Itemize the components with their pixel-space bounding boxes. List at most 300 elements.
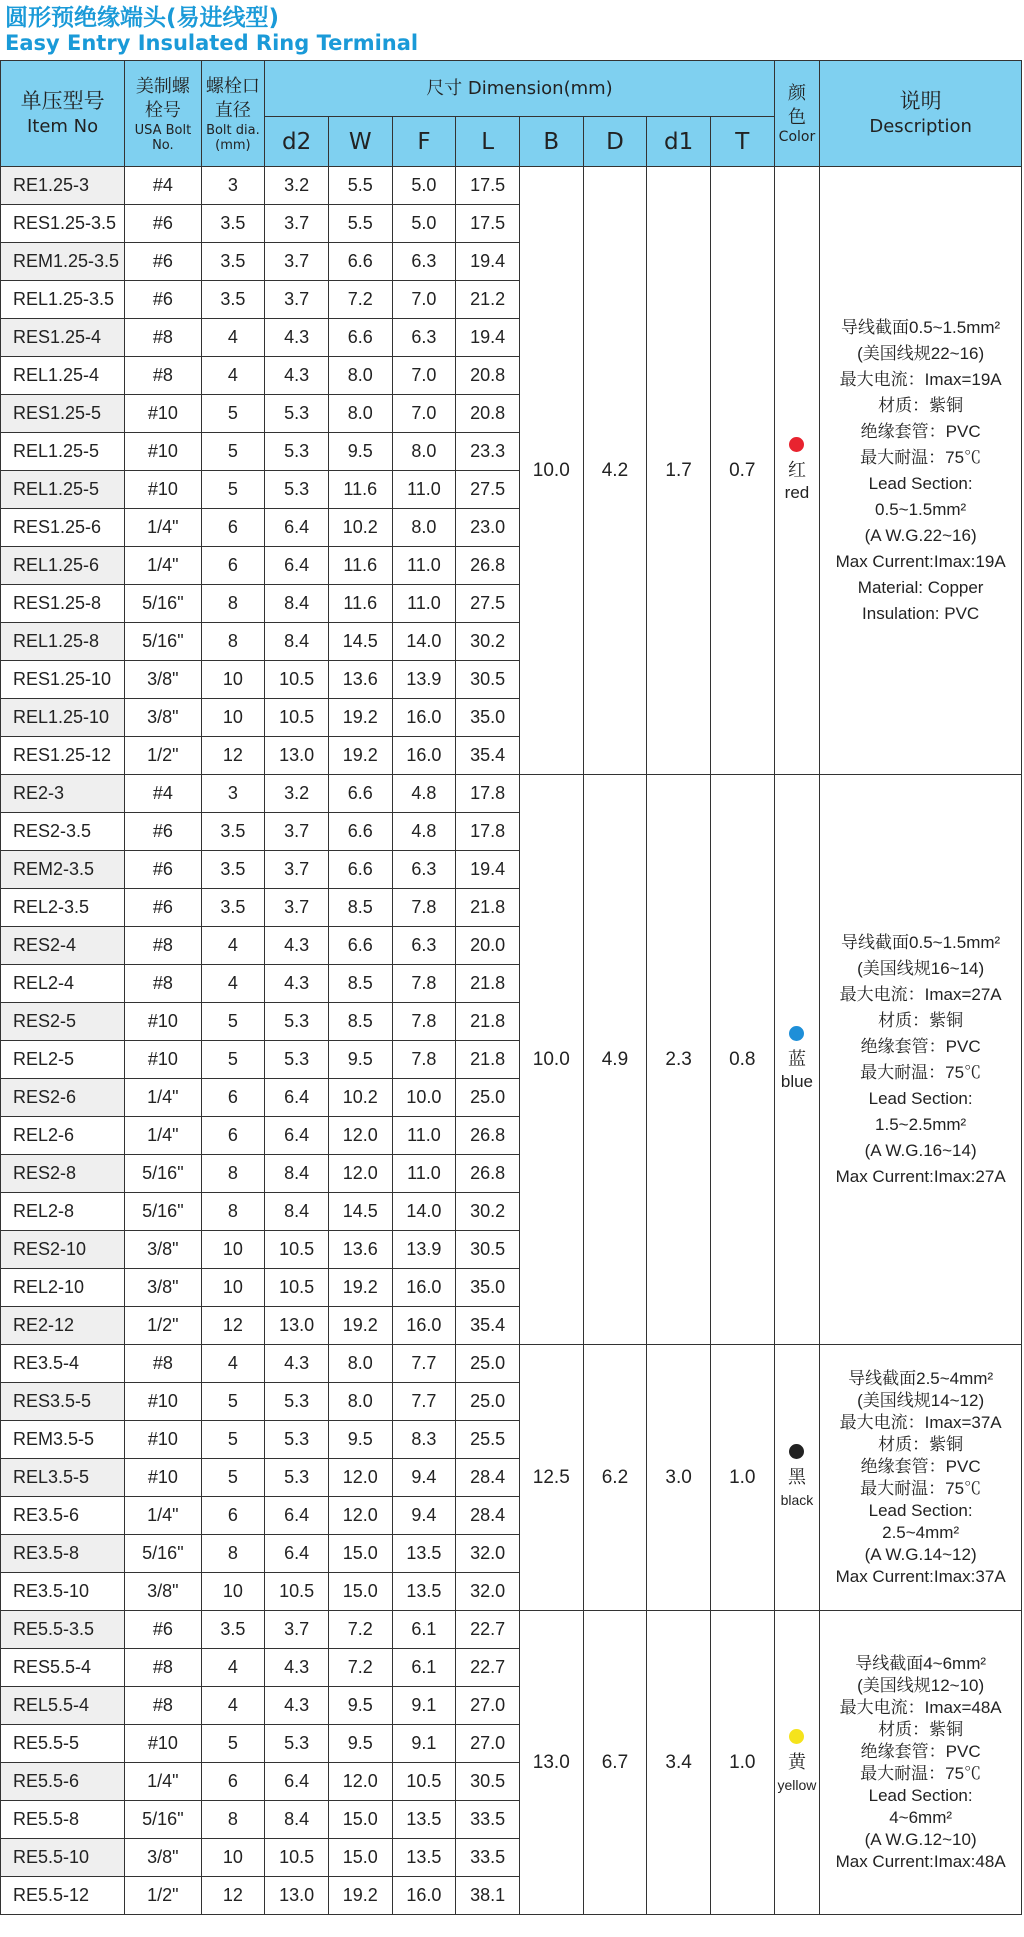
cell-color [774,1345,820,1611]
description-line: Lead Section: [868,1500,973,1520]
cell-d2: 5.3 [265,1041,329,1079]
description-line: 最大电流：Imax=27A [839,984,1002,1004]
cell-l: 22.7 [456,1649,520,1687]
title-block [0,0,1024,60]
cell-usa-bolt-no: 1/2" [125,1877,201,1915]
cell-usa-bolt-no: #10 [125,471,201,509]
cell-bolt-dia: 5 [201,1041,265,1079]
header-dimension: 尺寸 Dimension(mm) [265,61,774,117]
cell-l: 33.5 [456,1801,520,1839]
cell-d2: 6.4 [265,1535,329,1573]
cell-w: 15.0 [328,1839,392,1877]
cell-w: 12.0 [328,1459,392,1497]
cell-usa-bolt-no: 5/16" [125,1155,201,1193]
cell-f: 7.0 [392,281,456,319]
cell-t-merged: 1.0 [710,1611,774,1915]
cell-f: 11.0 [392,471,456,509]
cell-d2: 13.0 [265,737,329,775]
description-line: 材质：紫铜 [878,395,964,415]
cell-f: 7.8 [392,1003,456,1041]
cell-usa-bolt-no: #6 [125,1611,201,1649]
cell-w: 8.0 [328,1345,392,1383]
cell-usa-bolt-no: #8 [125,927,201,965]
cell-l: 32.0 [456,1573,520,1611]
cell-color [774,167,820,775]
cell-w: 13.6 [328,661,392,699]
cell-l: 27.0 [456,1725,520,1763]
description-line: (A W.G.12~10) [864,1829,977,1849]
cell-usa-bolt-no: 1/4" [125,547,201,585]
header-f: F [392,117,456,167]
cell-w: 11.6 [328,547,392,585]
cell-bolt-dia: 4 [201,1345,265,1383]
cell-item-no: RE5.5-10 [1,1839,125,1877]
cell-f: 8.3 [392,1421,456,1459]
cell-t-merged: 0.7 [710,167,774,775]
cell-d2: 4.3 [265,1345,329,1383]
cell-d2: 3.7 [265,205,329,243]
cell-f: 11.0 [392,585,456,623]
cell-item-no: RE5.5-3.5 [1,1611,125,1649]
cell-f: 16.0 [392,1877,456,1915]
cell-d2: 4.3 [265,927,329,965]
cell-usa-bolt-no: #10 [125,395,201,433]
cell-usa-bolt-no: 3/8" [125,1839,201,1877]
cell-d2: 3.7 [265,281,329,319]
cell-bolt-dia: 5 [201,433,265,471]
cell-l: 32.0 [456,1535,520,1573]
cell-l: 35.4 [456,1307,520,1345]
cell-usa-bolt-no: 1/2" [125,737,201,775]
description-line: 2.5~4mm² [882,1522,960,1542]
cell-l: 21.2 [456,281,520,319]
cell-l: 26.8 [456,1117,520,1155]
header-usa-en: USA Bolt No. [134,122,192,153]
cell-w: 7.2 [328,1611,392,1649]
cell-d2: 8.4 [265,1801,329,1839]
description-line: 4~6mm² [889,1807,953,1827]
color-name-en: blue [780,1072,814,1091]
cell-bolt-dia: 4 [201,1687,265,1725]
cell-bolt-dia: 5 [201,471,265,509]
cell-item-no: REL2-10 [1,1269,125,1307]
cell-item-no: RES1.25-4 [1,319,125,357]
cell-w: 19.2 [328,1269,392,1307]
cell-l: 17.8 [456,775,520,813]
header-t: T [710,117,774,167]
cell-description [820,775,1022,1345]
cell-l: 19.4 [456,851,520,889]
cell-f: 6.1 [392,1611,456,1649]
description-line: (美国线规14~12) [857,1390,985,1410]
cell-b-merged: 13.0 [519,1611,583,1915]
cell-l: 17.5 [456,205,520,243]
cell-usa-bolt-no: 3/8" [125,1231,201,1269]
cell-f: 13.9 [392,1231,456,1269]
cell-item-no: RE3.5-6 [1,1497,125,1535]
description-line: 最大电流：Imax=37A [839,1412,1002,1432]
color-dot-icon [789,437,804,452]
header-d2: d2 [265,117,329,167]
cell-d-merged: 4.2 [583,167,647,775]
cell-d-merged: 6.7 [583,1611,647,1915]
color-name-cn: 红 [787,460,806,481]
cell-f: 13.5 [392,1573,456,1611]
cell-bolt-dia: 8 [201,1193,265,1231]
cell-l: 35.0 [456,1269,520,1307]
description-line: 最大耐温：75℃ [860,1763,982,1783]
cell-usa-bolt-no: 5/16" [125,623,201,661]
cell-f: 16.0 [392,1307,456,1345]
cell-d2: 5.3 [265,1421,329,1459]
cell-usa-bolt-no: #10 [125,433,201,471]
cell-w: 8.5 [328,889,392,927]
cell-f: 4.8 [392,813,456,851]
cell-bolt-dia: 6 [201,1497,265,1535]
cell-l: 30.2 [456,623,520,661]
cell-item-no: RE3.5-10 [1,1573,125,1611]
cell-f: 7.7 [392,1383,456,1421]
cell-d2: 6.4 [265,547,329,585]
cell-w: 19.2 [328,1877,392,1915]
cell-l: 20.0 [456,927,520,965]
cell-bolt-dia: 6 [201,547,265,585]
cell-d2: 4.3 [265,1649,329,1687]
description-line: Insulation: PVC [862,603,980,623]
cell-usa-bolt-no: #10 [125,1459,201,1497]
cell-usa-bolt-no: #8 [125,1687,201,1725]
cell-bolt-dia: 4 [201,927,265,965]
cell-item-no: RES5.5-4 [1,1649,125,1687]
cell-item-no: REL2-4 [1,965,125,1003]
cell-item-no: REL2-6 [1,1117,125,1155]
cell-w: 9.5 [328,1041,392,1079]
cell-l: 28.4 [456,1497,520,1535]
cell-bolt-dia: 8 [201,1801,265,1839]
description-line: 绝缘套管：PVC [860,421,981,441]
description-line: 0.5~1.5mm² [875,499,967,519]
cell-d2: 3.7 [265,813,329,851]
cell-w: 12.0 [328,1497,392,1535]
cell-d1-merged: 2.3 [647,775,711,1345]
cell-bolt-dia: 12 [201,737,265,775]
description-line: Max Current:Imax:37A [835,1566,1006,1586]
cell-item-no: RES2-4 [1,927,125,965]
description-line: 材质：紫铜 [878,1719,964,1739]
cell-f: 6.3 [392,319,456,357]
cell-item-no: REL1.25-6 [1,547,125,585]
color-name-en: black [780,1492,814,1508]
cell-d1-merged: 3.4 [647,1611,711,1915]
cell-l: 21.8 [456,965,520,1003]
header-w: W [328,117,392,167]
table-row [1,1611,1022,1649]
cell-usa-bolt-no: 1/4" [125,1117,201,1155]
cell-f: 14.0 [392,623,456,661]
cell-bolt-dia: 3.5 [201,889,265,927]
description-line: 最大耐温：75℃ [860,1062,982,1082]
header-usa-bolt [125,61,201,167]
cell-usa-bolt-no: 1/4" [125,1079,201,1117]
cell-f: 13.5 [392,1535,456,1573]
description-line: Lead Section: [868,473,973,493]
header-d1: d1 [647,117,711,167]
description-line: (美国线规16~14) [857,958,985,978]
spec-table-body [1,167,1022,1915]
cell-item-no: RES1.25-12 [1,737,125,775]
cell-d2: 10.5 [265,1269,329,1307]
cell-d2: 4.3 [265,357,329,395]
cell-f: 14.0 [392,1193,456,1231]
header-desc-en: Description [869,116,972,137]
cell-bolt-dia: 5 [201,1421,265,1459]
cell-w: 15.0 [328,1535,392,1573]
cell-item-no: RES2-3.5 [1,813,125,851]
cell-bolt-dia: 6 [201,509,265,547]
cell-item-no: RE3.5-4 [1,1345,125,1383]
cell-bolt-dia: 12 [201,1877,265,1915]
cell-bolt-dia: 3.5 [201,851,265,889]
cell-f: 5.0 [392,167,456,205]
cell-d2: 8.4 [265,623,329,661]
cell-bolt-dia: 10 [201,1839,265,1877]
cell-bolt-dia: 10 [201,1231,265,1269]
description-line: Max Current:Imax:19A [835,551,1006,571]
description-line: 材质：紫铜 [878,1010,964,1030]
cell-usa-bolt-no: 3/8" [125,699,201,737]
cell-bolt-dia: 5 [201,395,265,433]
cell-item-no: REL3.5-5 [1,1459,125,1497]
header-bolt-en: Bolt dia.(mm) [206,122,260,153]
cell-usa-bolt-no: #10 [125,1003,201,1041]
cell-f: 6.3 [392,927,456,965]
cell-bolt-dia: 4 [201,319,265,357]
cell-f: 10.5 [392,1763,456,1801]
cell-usa-bolt-no: #6 [125,889,201,927]
cell-item-no: REL5.5-4 [1,1687,125,1725]
description-line: 导线截面0.5~1.5mm² [841,317,1001,337]
cell-w: 8.5 [328,1003,392,1041]
cell-d2: 10.5 [265,699,329,737]
cell-item-no: REL1.25-8 [1,623,125,661]
cell-f: 9.4 [392,1459,456,1497]
cell-f: 13.9 [392,661,456,699]
cell-d2: 4.3 [265,319,329,357]
cell-d2: 4.3 [265,1687,329,1725]
cell-l: 17.5 [456,167,520,205]
cell-f: 7.8 [392,889,456,927]
cell-f: 16.0 [392,699,456,737]
cell-usa-bolt-no: #8 [125,357,201,395]
cell-d2: 10.5 [265,1839,329,1877]
cell-w: 9.5 [328,1421,392,1459]
cell-bolt-dia: 4 [201,1649,265,1687]
cell-w: 8.0 [328,395,392,433]
cell-l: 26.8 [456,547,520,585]
cell-f: 13.5 [392,1839,456,1877]
cell-item-no: RE5.5-6 [1,1763,125,1801]
cell-item-no: RES1.25-10 [1,661,125,699]
cell-f: 13.5 [392,1801,456,1839]
cell-w: 15.0 [328,1801,392,1839]
description-line: 导线截面2.5~4mm² [848,1368,994,1388]
cell-l: 21.8 [456,1041,520,1079]
cell-usa-bolt-no: #10 [125,1383,201,1421]
cell-w: 12.0 [328,1763,392,1801]
cell-w: 9.5 [328,1687,392,1725]
cell-w: 11.6 [328,585,392,623]
cell-w: 12.0 [328,1155,392,1193]
cell-l: 17.8 [456,813,520,851]
cell-l: 23.3 [456,433,520,471]
cell-d2: 10.5 [265,1573,329,1611]
cell-usa-bolt-no: 1/4" [125,509,201,547]
cell-d2: 3.7 [265,243,329,281]
cell-bolt-dia: 8 [201,623,265,661]
cell-w: 6.6 [328,851,392,889]
cell-item-no: REM2-3.5 [1,851,125,889]
cell-usa-bolt-no: 5/16" [125,1801,201,1839]
cell-w: 8.0 [328,357,392,395]
cell-bolt-dia: 3.5 [201,281,265,319]
cell-d2: 3.2 [265,775,329,813]
cell-l: 19.4 [456,319,520,357]
cell-item-no: RE2-3 [1,775,125,813]
cell-d2: 6.4 [265,1117,329,1155]
cell-item-no: RES2-5 [1,1003,125,1041]
cell-l: 25.5 [456,1421,520,1459]
cell-l: 21.8 [456,889,520,927]
header-b: B [519,117,583,167]
cell-item-no: RE2-12 [1,1307,125,1345]
cell-f: 10.0 [392,1079,456,1117]
description-line: Material: Copper [857,577,984,597]
cell-item-no: RE5.5-12 [1,1877,125,1915]
cell-w: 15.0 [328,1573,392,1611]
cell-bolt-dia: 3.5 [201,243,265,281]
cell-item-no: REL2-8 [1,1193,125,1231]
cell-item-no: RES2-6 [1,1079,125,1117]
cell-bolt-dia: 8 [201,1155,265,1193]
cell-f: 7.0 [392,395,456,433]
cell-b-merged: 10.0 [519,167,583,775]
cell-w: 7.2 [328,1649,392,1687]
header-d: D [583,117,647,167]
color-name-cn: 黄 [787,1752,806,1773]
cell-usa-bolt-no: #6 [125,851,201,889]
cell-bolt-dia: 8 [201,585,265,623]
cell-item-no: REM1.25-3.5 [1,243,125,281]
description-line: (A W.G.22~16) [864,525,977,545]
page-title-en: Easy Entry Insulated Ring Terminal [5,31,419,55]
cell-usa-bolt-no: 1/4" [125,1763,201,1801]
cell-usa-bolt-no: #6 [125,243,201,281]
cell-f: 9.1 [392,1725,456,1763]
header-bolt-cn: 螺栓口直径 [205,75,260,121]
cell-b-merged: 10.0 [519,775,583,1345]
cell-usa-bolt-no: 3/8" [125,1269,201,1307]
color-dot-icon [789,1444,804,1459]
cell-d2: 6.4 [265,1763,329,1801]
cell-usa-bolt-no: #4 [125,775,201,813]
cell-usa-bolt-no: #6 [125,281,201,319]
cell-w: 11.6 [328,471,392,509]
cell-w: 10.2 [328,1079,392,1117]
cell-f: 11.0 [392,1155,456,1193]
description-line: 最大电流：Imax=19A [839,369,1002,389]
cell-d2: 8.4 [265,585,329,623]
cell-w: 6.6 [328,813,392,851]
cell-w: 6.6 [328,243,392,281]
cell-w: 7.2 [328,281,392,319]
cell-item-no: RES2-8 [1,1155,125,1193]
cell-l: 38.1 [456,1877,520,1915]
cell-item-no: RES1.25-6 [1,509,125,547]
description-line: 绝缘套管：PVC [860,1456,981,1476]
cell-d2: 8.4 [265,1155,329,1193]
header-color-en: Color [778,129,816,145]
cell-usa-bolt-no: 5/16" [125,1193,201,1231]
cell-w: 5.5 [328,205,392,243]
cell-item-no: RES1.25-8 [1,585,125,623]
cell-l: 28.4 [456,1459,520,1497]
cell-item-no: REL1.25-5 [1,471,125,509]
cell-d2: 13.0 [265,1307,329,1345]
cell-d2: 5.3 [265,1725,329,1763]
header-bolt-dia [201,61,265,167]
cell-f: 4.8 [392,775,456,813]
cell-b-merged: 12.5 [519,1345,583,1611]
cell-f: 6.3 [392,243,456,281]
cell-d2: 13.0 [265,1877,329,1915]
cell-color [774,1611,820,1915]
cell-w: 5.5 [328,167,392,205]
table-row [1,167,1022,205]
cell-w: 6.6 [328,927,392,965]
cell-d2: 6.4 [265,1497,329,1535]
cell-usa-bolt-no: #8 [125,319,201,357]
color-dot-icon [789,1026,804,1041]
cell-d2: 4.3 [265,965,329,1003]
description-line: Max Current:Imax:48A [835,1851,1006,1871]
cell-d2: 3.7 [265,889,329,927]
cell-l: 33.5 [456,1839,520,1877]
cell-l: 25.0 [456,1345,520,1383]
cell-d2: 5.3 [265,1459,329,1497]
cell-d2: 8.4 [265,1193,329,1231]
cell-w: 6.6 [328,319,392,357]
cell-w: 14.5 [328,1193,392,1231]
cell-f: 16.0 [392,737,456,775]
cell-item-no: REL1.25-10 [1,699,125,737]
cell-f: 7.0 [392,357,456,395]
cell-d2: 3.2 [265,167,329,205]
description-line: Max Current:Imax:27A [835,1166,1006,1186]
cell-usa-bolt-no: #8 [125,965,201,1003]
header-item-no [1,61,125,167]
cell-usa-bolt-no: 1/2" [125,1307,201,1345]
cell-d2: 6.4 [265,509,329,547]
cell-usa-bolt-no: #6 [125,205,201,243]
cell-bolt-dia: 10 [201,699,265,737]
cell-item-no: RE5.5-8 [1,1801,125,1839]
color-name-en: red [784,483,810,502]
cell-usa-bolt-no: #8 [125,1345,201,1383]
cell-w: 9.5 [328,433,392,471]
cell-item-no: REL1.25-4 [1,357,125,395]
cell-item-no: RES1.25-3.5 [1,205,125,243]
cell-item-no: RES3.5-5 [1,1383,125,1421]
